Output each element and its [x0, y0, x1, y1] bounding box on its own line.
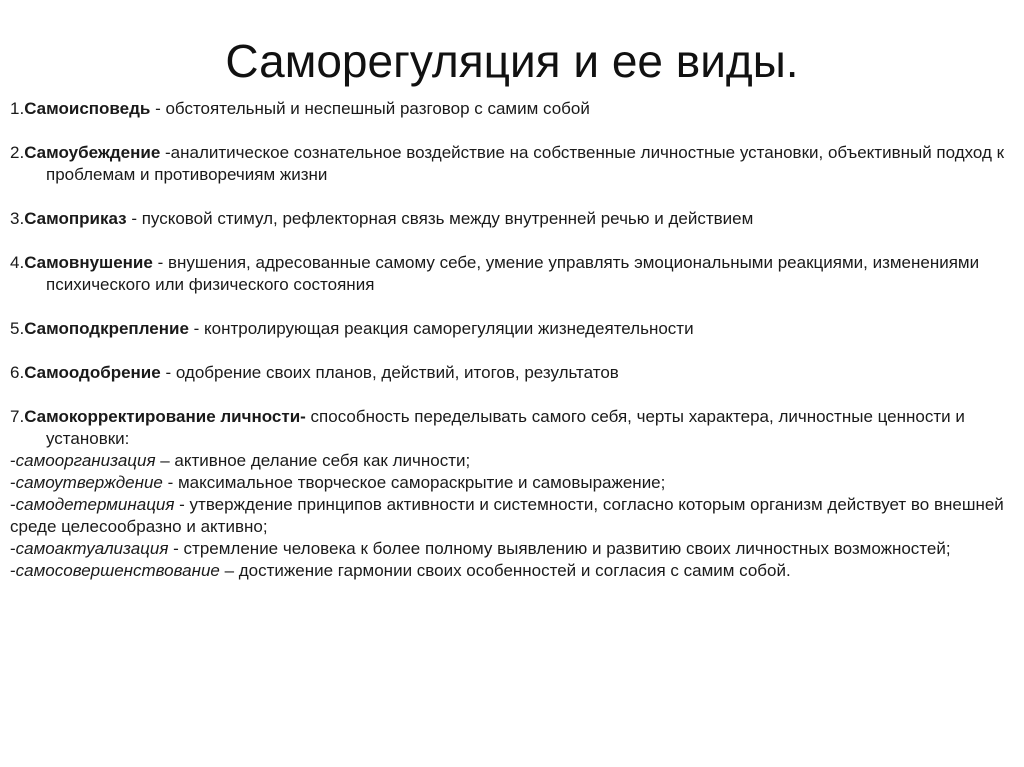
- item-term: Самокорректирование личности-: [24, 407, 306, 426]
- sub-item-term: самоутверждение: [15, 473, 163, 492]
- item-number: 5.: [10, 319, 25, 338]
- sub-item-prefix: -: [10, 495, 16, 514]
- item-number: 4.: [10, 253, 25, 272]
- list-item-6: [10, 362, 1010, 384]
- item-description: - одобрение своих планов, действий, итогов, результатов: [160, 363, 619, 382]
- item-term: Самоподкрепление: [24, 319, 189, 338]
- item-number: 6.: [10, 363, 25, 382]
- item-description: - внушения, адресованные самому себе, умение управлять эмоциональными реакциями, изменениями психического или физического состояния: [46, 253, 980, 294]
- sub-item-prefix: -: [10, 473, 16, 492]
- item-term: Самоодобрение: [24, 363, 161, 382]
- item-number: 2.: [10, 143, 25, 162]
- item-term: Самоисповедь: [24, 99, 151, 118]
- item-term: Самоубеждение: [24, 143, 161, 162]
- sub-item-description: – достижение гармонии своих особенностей и согласия с самим собой.: [219, 561, 791, 580]
- spacer: [10, 186, 1010, 208]
- list-item-1: [10, 98, 1010, 120]
- list-item-5: [10, 318, 1010, 340]
- sub-item-description: - максимальное творческое самораскрытие и самовыражение;: [162, 473, 666, 492]
- sub-item-4: [10, 538, 1010, 560]
- spacer: [10, 296, 1010, 318]
- sub-item-term: самоактуализация: [15, 539, 169, 558]
- list-item-2: [10, 142, 1010, 186]
- list-item-3: [10, 208, 1010, 230]
- item-description: -аналитическое сознательное воздействие на собственные личностные установки, объективный подход к проблемам и противоречиям жизни: [46, 143, 1005, 184]
- sub-item-2: [10, 472, 1010, 494]
- item-number: 7.: [10, 407, 25, 426]
- sub-item-term: самосовершенствование: [15, 561, 220, 580]
- sub-item-1: [10, 450, 1010, 472]
- sub-item-term: самоорганизация: [15, 451, 156, 470]
- item-number: 1.: [10, 99, 25, 118]
- spacer: [10, 120, 1010, 142]
- sub-item-prefix: -: [10, 539, 16, 558]
- item-description: - пусковой стимул, рефлекторная связь между внутренней речью и действием: [126, 209, 754, 228]
- sub-item-description: - утверждение принципов активности и системности, согласно которым организм действует во внешней среде целесообразно и активно;: [10, 495, 1004, 536]
- item-description: - обстоятельный и неспешный разговор с самим собой: [150, 99, 590, 118]
- spacer: [10, 384, 1010, 406]
- list-item-4: [10, 252, 1010, 296]
- item-description: - контролирующая реакция саморегуляции жизнедеятельности: [188, 319, 694, 338]
- sub-item-description: - стремление человека к более полному выявлению и развитию своих личностных возможностей;: [168, 539, 951, 558]
- item-term: Самоприказ: [24, 209, 127, 228]
- sub-item-3: [10, 494, 1010, 538]
- slide-title: Саморегуляция и ее виды.: [225, 35, 799, 87]
- sub-item-prefix: -: [10, 561, 16, 580]
- spacer: [10, 230, 1010, 252]
- sub-item-term: самодетерминация: [15, 495, 175, 514]
- spacer: [10, 340, 1010, 362]
- item-number: 3.: [10, 209, 25, 228]
- slide-body: [10, 98, 1010, 582]
- sub-item-description: – активное делание себя как личности;: [155, 451, 471, 470]
- sub-item-5: [10, 560, 1010, 582]
- item-term: Самовнушение: [24, 253, 153, 272]
- list-item-7: [10, 406, 1010, 450]
- sub-item-prefix: -: [10, 451, 16, 470]
- item-description: способность переделывать самого себя, черты характера, личностные ценности и установки:: [46, 407, 965, 448]
